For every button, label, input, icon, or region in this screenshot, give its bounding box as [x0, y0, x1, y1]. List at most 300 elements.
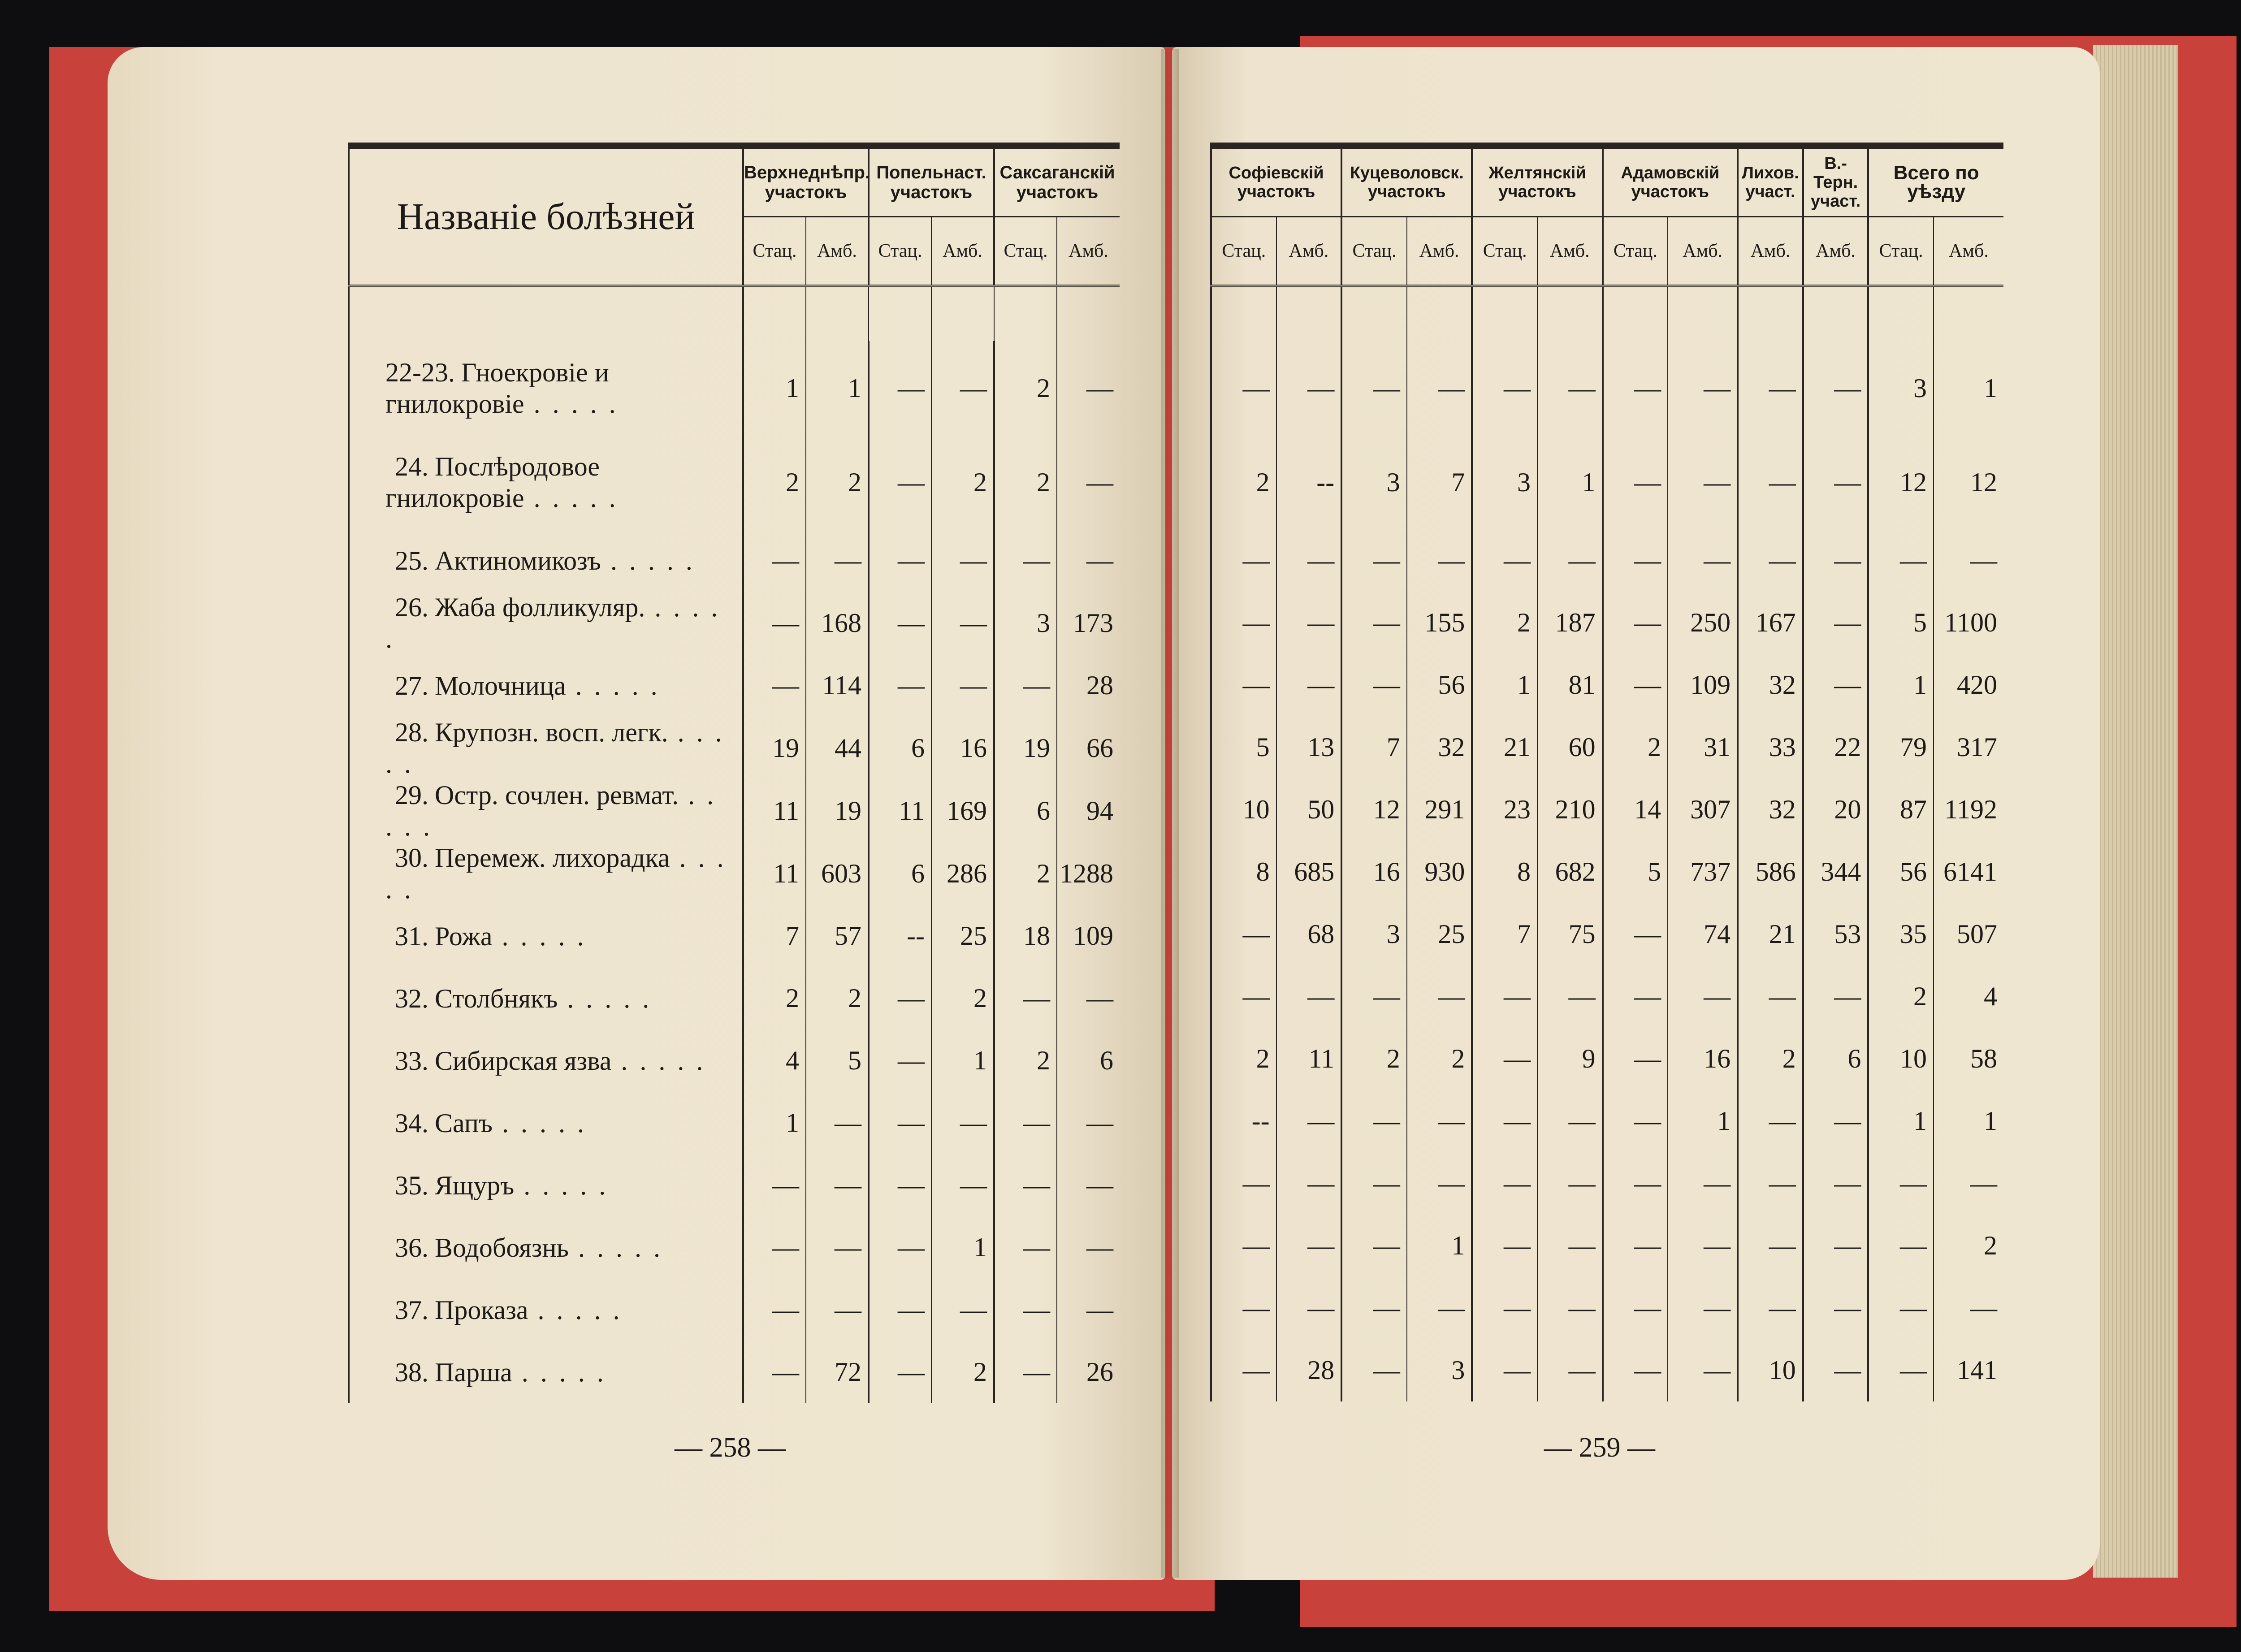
- amb-value-cell: 2: [931, 967, 994, 1029]
- amb-value-cell: 1: [806, 341, 869, 435]
- stat-value-cell: —: [743, 1154, 806, 1216]
- stat-value-cell: 11: [743, 779, 806, 842]
- table-row: [349, 779, 1120, 842]
- value-cell: —: [1803, 1090, 1869, 1152]
- stat-value-cell: —: [994, 967, 1057, 1029]
- amb-value-cell: 2: [806, 435, 869, 529]
- value-cell: 6141: [1934, 841, 2003, 903]
- stat-value-cell: 6: [994, 779, 1057, 842]
- value-cell: 32: [1738, 654, 1803, 716]
- stat-value-cell: 3: [994, 592, 1057, 654]
- value-cell: —: [1934, 1277, 2003, 1339]
- amb-value-cell: 28: [1057, 654, 1120, 717]
- stat-value-cell: —: [869, 1279, 931, 1341]
- value-cell: 74: [1668, 903, 1738, 965]
- value-cell: 58: [1934, 1028, 2003, 1090]
- value-cell: —: [1341, 1339, 1407, 1401]
- leader-dots: . . . . .: [512, 1357, 606, 1387]
- amb-value-cell: —: [806, 1279, 869, 1341]
- value-cell: —: [1341, 1090, 1407, 1152]
- table-row: [1211, 903, 2003, 965]
- value-cell: 109: [1668, 654, 1738, 716]
- leader-dots: . . . . .: [524, 389, 619, 419]
- disease-name: Актиномикозъ: [435, 545, 601, 575]
- row-number: 27.: [395, 670, 428, 701]
- amb-value-cell: —: [931, 1279, 994, 1341]
- value-cell: —: [1211, 1277, 1276, 1339]
- value-cell: 6: [1803, 1028, 1869, 1090]
- district-header: Лихов. участ.: [1738, 146, 1803, 217]
- value-cell: 53: [1803, 903, 1869, 965]
- value-cell: —: [1211, 529, 1276, 592]
- table-spacer-row: [1211, 286, 2003, 341]
- value-cell: —: [1603, 1339, 1668, 1401]
- amb-value-cell: 16: [931, 717, 994, 779]
- table-row: [349, 341, 1120, 435]
- value-cell: —: [1276, 341, 1342, 435]
- value-cell: —: [1803, 965, 1869, 1028]
- value-cell: —: [1668, 341, 1738, 435]
- value-cell: —: [1472, 1339, 1537, 1401]
- table-row: [1211, 1215, 2003, 1277]
- value-cell: 10: [1868, 1028, 1934, 1090]
- value-cell: —: [1537, 1339, 1603, 1401]
- value-cell: —: [1472, 1090, 1537, 1152]
- value-cell: —: [1211, 965, 1276, 1028]
- disease-name-cell: [349, 1341, 743, 1403]
- stat-value-cell: —: [869, 654, 931, 717]
- stat-value-cell: —: [743, 1216, 806, 1279]
- disease-name: Проказа: [435, 1295, 528, 1325]
- value-cell: —: [1276, 654, 1342, 716]
- subheader-amb: Амб.: [1803, 217, 1869, 286]
- amb-value-cell: —: [931, 1154, 994, 1216]
- stat-value-cell: —: [743, 592, 806, 654]
- subheader-stat: Стац.: [1211, 217, 1276, 286]
- disease-name-cell: [349, 967, 743, 1029]
- row-number: 32.: [395, 983, 428, 1013]
- disease-name-cell: [349, 842, 743, 905]
- amb-value-cell: 72: [806, 1341, 869, 1403]
- value-cell: 20: [1803, 778, 1869, 841]
- value-cell: 317: [1934, 716, 2003, 778]
- value-cell: —: [1537, 1277, 1603, 1339]
- value-cell: —: [1276, 1215, 1342, 1277]
- value-cell: —: [1407, 1277, 1472, 1339]
- stat-value-cell: —: [743, 529, 806, 592]
- value-cell: 60: [1537, 716, 1603, 778]
- left-disease-table: [348, 143, 1120, 1403]
- value-cell: 7: [1341, 716, 1407, 778]
- value-cell: 8: [1211, 841, 1276, 903]
- amb-value-cell: —: [931, 592, 994, 654]
- value-cell: 56: [1868, 841, 1934, 903]
- table-row: [1211, 654, 2003, 716]
- leader-dots: . . . . .: [514, 1170, 609, 1200]
- disease-name-cell: [349, 1279, 743, 1341]
- value-cell: 930: [1407, 841, 1472, 903]
- row-number: 28.: [395, 718, 428, 747]
- value-cell: —: [1803, 1277, 1869, 1339]
- value-cell: 22: [1803, 716, 1869, 778]
- value-cell: —: [1603, 1215, 1668, 1277]
- table-row: [349, 1092, 1120, 1154]
- row-number: 26.: [395, 592, 428, 622]
- district-header-saksagansky: Саксаганскій участокъ: [994, 146, 1120, 217]
- value-cell: 3: [1868, 341, 1934, 435]
- leader-dots: . . . . .: [558, 983, 652, 1013]
- row-number: 24.: [395, 452, 428, 481]
- table-row: [1211, 529, 2003, 592]
- value-cell: 2: [1934, 1215, 2003, 1277]
- value-cell: —: [1738, 1090, 1803, 1152]
- value-cell: —: [1868, 1277, 1934, 1339]
- value-cell: —: [1668, 1277, 1738, 1339]
- value-cell: 3: [1341, 903, 1407, 965]
- stat-value-cell: —: [994, 529, 1057, 592]
- value-cell: 507: [1934, 903, 2003, 965]
- amb-value-cell: —: [931, 654, 994, 717]
- value-cell: —: [1211, 1152, 1276, 1215]
- value-cell: 2: [1211, 1028, 1276, 1090]
- value-cell: 141: [1934, 1339, 2003, 1401]
- table-row: [349, 1341, 1120, 1403]
- stat-value-cell: 1: [743, 1092, 806, 1154]
- disease-name: Жаба фолликуляр.: [435, 592, 645, 622]
- stat-value-cell: —: [994, 1154, 1057, 1216]
- table-row: [1211, 1339, 2003, 1401]
- amb-value-cell: —: [806, 529, 869, 592]
- stat-value-cell: —: [869, 529, 931, 592]
- table-row: [349, 1216, 1120, 1279]
- value-cell: —: [1603, 903, 1668, 965]
- stat-value-cell: 2: [994, 842, 1057, 905]
- amb-value-cell: —: [931, 529, 994, 592]
- value-cell: —: [1738, 529, 1803, 592]
- value-cell: —: [1738, 965, 1803, 1028]
- table-row: [1211, 1028, 2003, 1090]
- value-cell: 1: [1472, 654, 1537, 716]
- value-cell: —: [1934, 1152, 2003, 1215]
- value-cell: 10: [1211, 778, 1276, 841]
- disease-name-cell: [349, 341, 743, 435]
- subheader-stat: Стац.: [1472, 217, 1537, 286]
- stat-value-cell: 4: [743, 1029, 806, 1092]
- leader-dots: . . . . .: [385, 843, 727, 904]
- value-cell: 32: [1407, 716, 1472, 778]
- disease-name-cell: [349, 905, 743, 967]
- amb-value-cell: 6: [1057, 1029, 1120, 1092]
- right-disease-table: [1210, 143, 2003, 1401]
- value-cell: —: [1603, 1152, 1668, 1215]
- table-row: [349, 717, 1120, 779]
- amb-value-cell: —: [1057, 1279, 1120, 1341]
- value-cell: —: [1603, 965, 1668, 1028]
- value-cell: —: [1341, 965, 1407, 1028]
- amb-value-cell: —: [1057, 435, 1120, 529]
- value-cell: —: [1803, 435, 1869, 529]
- amb-value-cell: —: [806, 1154, 869, 1216]
- amb-value-cell: —: [1057, 1216, 1120, 1279]
- value-cell: —: [1603, 654, 1668, 716]
- value-cell: 12: [1934, 435, 2003, 529]
- disease-name-cell: [349, 592, 743, 654]
- value-cell: —: [1472, 1152, 1537, 1215]
- district-header: Всего по уѣзду: [1868, 146, 2003, 217]
- value-cell: —: [1738, 435, 1803, 529]
- disease-name: Сибирская язва: [435, 1046, 612, 1076]
- amb-value-cell: 1: [931, 1029, 994, 1092]
- value-cell: —: [1472, 965, 1537, 1028]
- value-cell: —: [1276, 529, 1342, 592]
- subheader-stat: Стац.: [1341, 217, 1407, 286]
- value-cell: 344: [1803, 841, 1869, 903]
- amb-value-cell: —: [1057, 341, 1120, 435]
- leader-dots: . . . . .: [385, 780, 717, 841]
- value-cell: 11: [1276, 1028, 1342, 1090]
- stat-value-cell: 19: [743, 717, 806, 779]
- amb-value-cell: 5: [806, 1029, 869, 1092]
- amb-value-cell: —: [1057, 1154, 1120, 1216]
- stat-value-cell: 11: [869, 779, 931, 842]
- disease-name-cell: [349, 1029, 743, 1092]
- value-cell: 1: [1537, 435, 1603, 529]
- amb-value-cell: 109: [1057, 905, 1120, 967]
- value-cell: —: [1341, 529, 1407, 592]
- row-number: 29.: [395, 780, 428, 810]
- subheader-stat: Стац.: [1603, 217, 1668, 286]
- value-cell: —: [1537, 341, 1603, 435]
- value-cell: --: [1211, 1090, 1276, 1152]
- value-cell: —: [1738, 1215, 1803, 1277]
- value-cell: 87: [1868, 778, 1934, 841]
- value-cell: —: [1537, 1090, 1603, 1152]
- table-row: [1211, 592, 2003, 654]
- stat-value-cell: 2: [743, 967, 806, 1029]
- leader-dots: . . . . .: [601, 545, 695, 575]
- value-cell: 1192: [1934, 778, 2003, 841]
- row-number: 35.: [395, 1170, 428, 1200]
- disease-name-cell: [349, 1216, 743, 1279]
- leader-dots: . . . . .: [492, 921, 587, 951]
- stat-value-cell: --: [869, 905, 931, 967]
- value-cell: 2: [1868, 965, 1934, 1028]
- value-cell: 2: [1472, 592, 1537, 654]
- disease-name: Крупозн. восп. легк.: [435, 718, 668, 747]
- value-cell: 32: [1738, 778, 1803, 841]
- stat-value-cell: 19: [994, 717, 1057, 779]
- value-cell: 2: [1407, 1028, 1472, 1090]
- value-cell: 420: [1934, 654, 2003, 716]
- stat-value-cell: 11: [743, 842, 806, 905]
- page-number-left: — 258 —: [675, 1432, 786, 1463]
- amb-value-cell: 173: [1057, 592, 1120, 654]
- subheader-amb: Амб.: [1407, 217, 1472, 286]
- value-cell: --: [1276, 435, 1342, 529]
- disease-name-cell: [349, 654, 743, 717]
- amb-value-cell: 286: [931, 842, 994, 905]
- disease-name: Ящуръ: [435, 1170, 515, 1200]
- value-cell: —: [1211, 1215, 1276, 1277]
- table-row: [349, 1154, 1120, 1216]
- value-cell: 9: [1537, 1028, 1603, 1090]
- stat-value-cell: —: [869, 1341, 931, 1403]
- value-cell: 56: [1407, 654, 1472, 716]
- subheader-amb: Амб.: [1668, 217, 1738, 286]
- stat-value-cell: —: [994, 1092, 1057, 1154]
- value-cell: 737: [1668, 841, 1738, 903]
- value-cell: 2: [1603, 716, 1668, 778]
- value-cell: —: [1341, 1215, 1407, 1277]
- amb-value-cell: —: [806, 1092, 869, 1154]
- subheader-amb: Амб.: [931, 217, 994, 286]
- stat-value-cell: 1: [743, 341, 806, 435]
- value-cell: 35: [1868, 903, 1934, 965]
- table-row: [1211, 1152, 2003, 1215]
- disease-name: Перемеж. лихорадка: [435, 843, 670, 873]
- leader-dots: . . . . .: [524, 483, 619, 513]
- value-cell: —: [1211, 1339, 1276, 1401]
- value-cell: —: [1537, 1215, 1603, 1277]
- disease-name: Остр. сочлен. ревмат.: [435, 780, 679, 810]
- stat-value-cell: 6: [869, 842, 931, 905]
- value-cell: 12: [1341, 778, 1407, 841]
- disease-name: Столбнякъ: [435, 983, 558, 1013]
- book-gutter: [1161, 49, 1179, 1578]
- value-cell: 291: [1407, 778, 1472, 841]
- value-cell: —: [1803, 1215, 1869, 1277]
- page-edges: [2093, 45, 2178, 1578]
- disease-name-cell: [349, 779, 743, 842]
- value-cell: —: [1407, 1090, 1472, 1152]
- table-row: [1211, 716, 2003, 778]
- value-cell: —: [1668, 965, 1738, 1028]
- table-row: [1211, 841, 2003, 903]
- leader-dots: . . . . .: [385, 718, 725, 778]
- value-cell: 1: [1934, 1090, 2003, 1152]
- stat-value-cell: —: [869, 1154, 931, 1216]
- value-cell: —: [1803, 592, 1869, 654]
- value-cell: 81: [1537, 654, 1603, 716]
- value-cell: 3: [1341, 435, 1407, 529]
- value-cell: —: [1738, 1152, 1803, 1215]
- value-cell: 1: [1668, 1090, 1738, 1152]
- value-cell: 16: [1341, 841, 1407, 903]
- subheader-amb: Амб.: [1276, 217, 1342, 286]
- value-cell: —: [1537, 1152, 1603, 1215]
- value-cell: 21: [1472, 716, 1537, 778]
- subheader-stat: Стац.: [994, 217, 1057, 286]
- value-cell: —: [1868, 1215, 1934, 1277]
- district-header: Желтянскій участокъ: [1472, 146, 1602, 217]
- subheader-stat: Стац.: [743, 217, 806, 286]
- stat-value-cell: —: [994, 654, 1057, 717]
- disease-name-header: Названіе болѣзней: [349, 146, 743, 286]
- disease-name: Водобоязнь: [435, 1233, 569, 1263]
- value-cell: —: [1407, 1152, 1472, 1215]
- value-cell: 5: [1211, 716, 1276, 778]
- value-cell: —: [1603, 435, 1668, 529]
- value-cell: —: [1211, 341, 1276, 435]
- page-number-right: — 259 —: [1544, 1432, 1655, 1463]
- amb-value-cell: 66: [1057, 717, 1120, 779]
- value-cell: —: [1211, 903, 1276, 965]
- table-row: [1211, 965, 2003, 1028]
- amb-value-cell: 2: [806, 967, 869, 1029]
- stat-value-cell: —: [869, 435, 931, 529]
- value-cell: 682: [1537, 841, 1603, 903]
- table-row: [1211, 341, 2003, 435]
- value-cell: —: [1803, 341, 1869, 435]
- value-cell: —: [1537, 965, 1603, 1028]
- value-cell: —: [1341, 341, 1407, 435]
- district-header: В.-Терн. участ.: [1803, 146, 1869, 217]
- stat-value-cell: —: [994, 1341, 1057, 1403]
- value-cell: 7: [1407, 435, 1472, 529]
- stat-value-cell: —: [743, 654, 806, 717]
- amb-value-cell: 168: [806, 592, 869, 654]
- value-cell: 2: [1211, 435, 1276, 529]
- stat-value-cell: —: [869, 1216, 931, 1279]
- amb-value-cell: 44: [806, 717, 869, 779]
- row-number: 34.: [395, 1108, 428, 1138]
- table-row: [349, 1279, 1120, 1341]
- amb-value-cell: —: [931, 1092, 994, 1154]
- disease-name-cell: [349, 1154, 743, 1216]
- value-cell: 3: [1407, 1339, 1472, 1401]
- table-row: [1211, 778, 2003, 841]
- value-cell: —: [1603, 529, 1668, 592]
- value-cell: 5: [1868, 592, 1934, 654]
- value-cell: —: [1603, 592, 1668, 654]
- value-cell: 1100: [1934, 592, 2003, 654]
- table-row: [349, 654, 1120, 717]
- table-row: [349, 905, 1120, 967]
- value-cell: —: [1407, 965, 1472, 1028]
- leader-dots: . . . . .: [385, 592, 721, 653]
- stat-value-cell: —: [869, 1092, 931, 1154]
- disease-name: Молочница: [435, 670, 566, 701]
- disease-name: Сапъ: [435, 1108, 493, 1138]
- subheader-stat: Амб.: [1738, 217, 1803, 286]
- district-header: Адамовскій участокъ: [1603, 146, 1738, 217]
- value-cell: 7: [1472, 903, 1537, 965]
- row-number: 33.: [395, 1046, 428, 1076]
- value-cell: —: [1868, 1339, 1934, 1401]
- value-cell: —: [1668, 1339, 1738, 1401]
- stat-value-cell: —: [869, 967, 931, 1029]
- value-cell: —: [1472, 1028, 1537, 1090]
- value-cell: 68: [1276, 903, 1342, 965]
- row-number: 37.: [395, 1295, 428, 1325]
- district-header-popelnastovsky: Попельнаст. участокъ: [869, 146, 994, 217]
- value-cell: —: [1803, 529, 1869, 592]
- subheader-amb: Амб.: [1057, 217, 1120, 286]
- value-cell: —: [1276, 592, 1342, 654]
- row-number: 31.: [395, 921, 428, 951]
- stat-value-cell: 2: [994, 341, 1057, 435]
- subheader-amb: Амб.: [1934, 217, 2003, 286]
- value-cell: —: [1341, 1152, 1407, 1215]
- value-cell: 12: [1868, 435, 1934, 529]
- table-row: [349, 592, 1120, 654]
- value-cell: —: [1211, 654, 1276, 716]
- value-cell: —: [1341, 654, 1407, 716]
- district-header: Куцеволовск. участокъ: [1341, 146, 1472, 217]
- value-cell: —: [1276, 1277, 1342, 1339]
- row-number: 36.: [395, 1233, 428, 1263]
- value-cell: 79: [1868, 716, 1934, 778]
